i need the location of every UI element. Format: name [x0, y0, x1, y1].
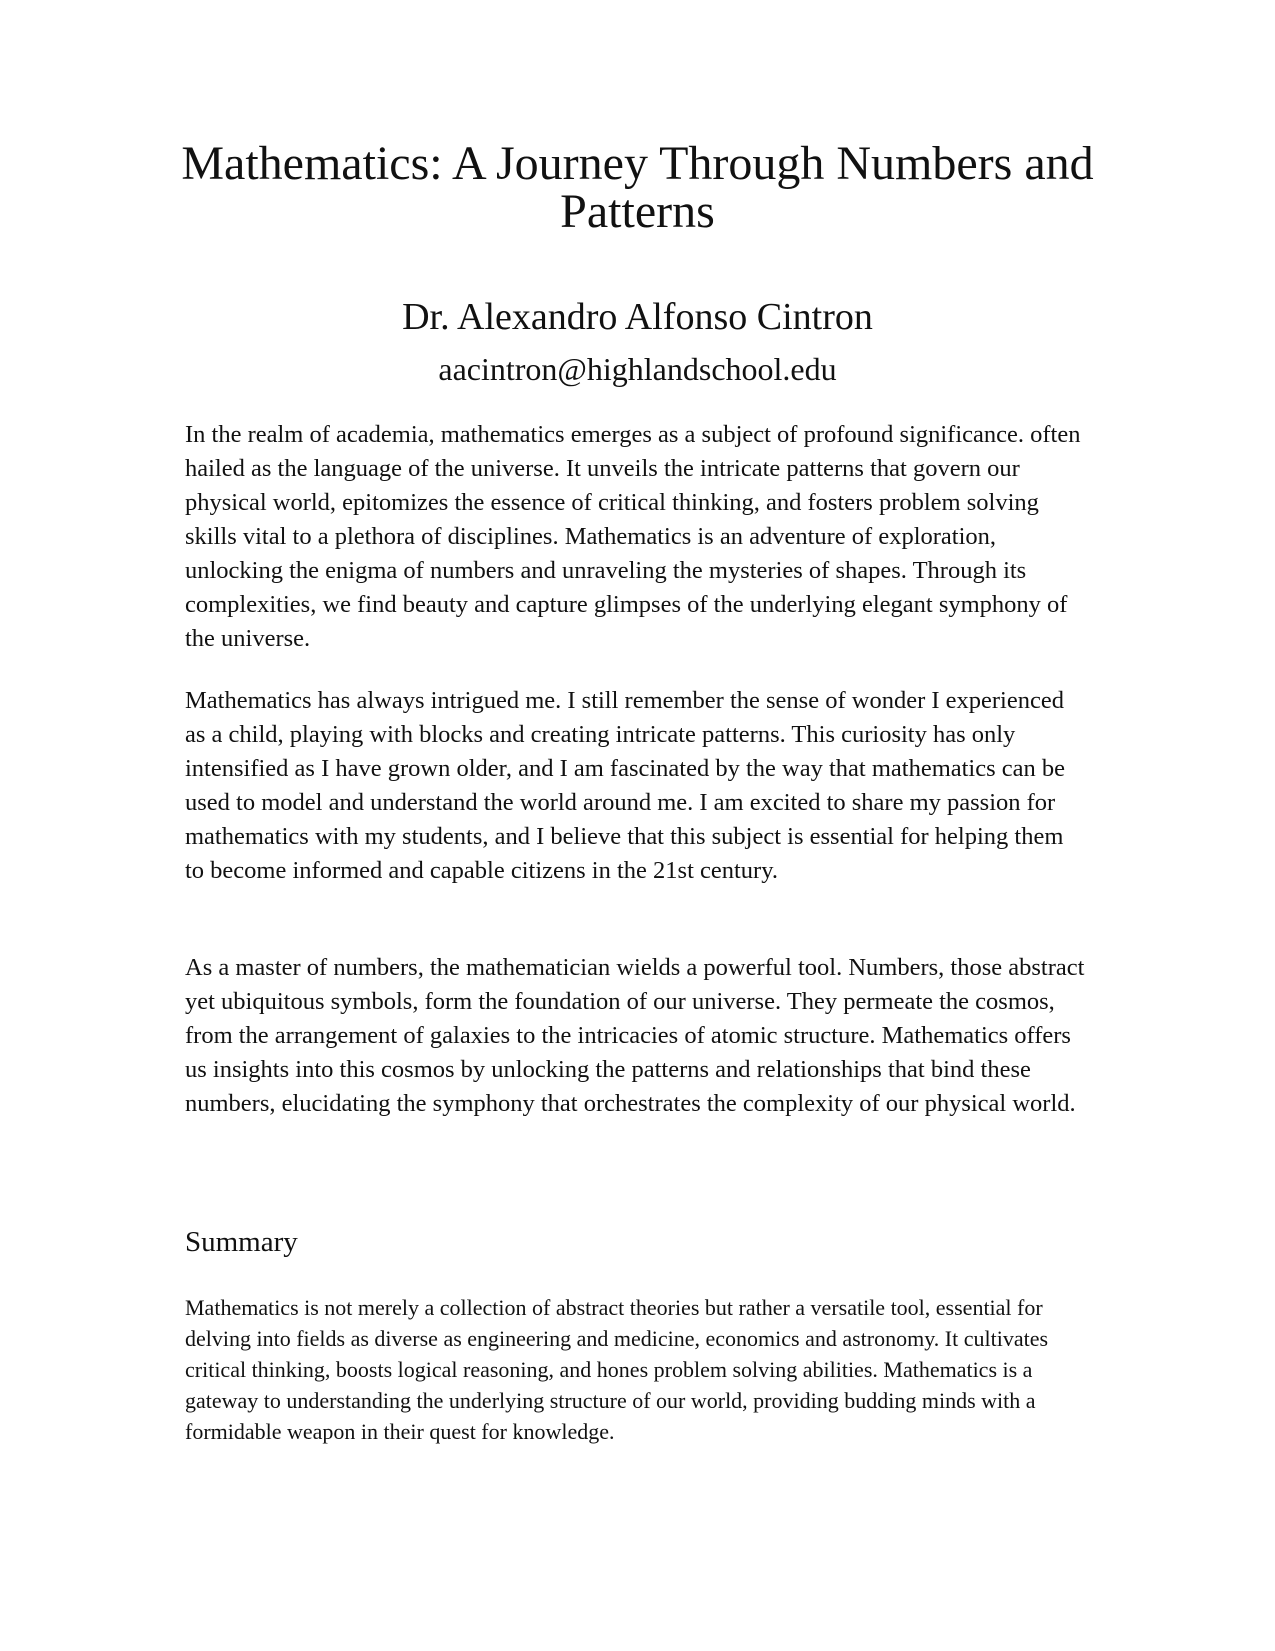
summary-heading: Summary	[185, 1226, 298, 1258]
body-paragraph-1: In the realm of academia, mathematics emerges as a subject of profound significance. often hailed as the language of the universe. It unveils the intricate patterns that govern our physical world, epitomizes the essence of critical thinking, and fosters problem solving skills vital to a plethora of disciplines. Mathematics is an adventure of exploration, unlocking the enigma of numbers and unraveling the mysteries of shapes. Through its complexities, we find beauty and capture glimpses of the underlying elegant symphony of the universe.	[185, 421, 1081, 652]
summary-paragraph: Mathematics is not merely a collection of abstract theories but rather a versatile tool, essential for delving into fields as diverse as engineering and medicine, economics and astronomy. It cultivates critical thinking, boosts logical reasoning, and hones problem solving abilities. Mathematics is a gateway to understanding the underlying structure of our world, providing budding minds with a formidable weapon in their quest for knowledge.	[185, 1295, 1049, 1444]
body-paragraph-3: As a master of numbers, the mathematician wields a powerful tool. Numbers, those abstract yet ubiquitous symbols, form the foundation of our universe. They permeate the cosmos, from the arrangement of galaxies to the intricacies of atomic structure. Mathematics offers us insights into this cosmos by unlocking the patterns and relationships that bind these numbers, elucidating the symphony that orchestrates the complexity of our physical world.	[185, 954, 1085, 1117]
author-name: Dr. Alexandro Alfonso Cintron	[402, 296, 873, 338]
author-email: aacintron@highlandschool.edu	[438, 351, 837, 387]
document-title: Mathematics: A Journey Through Numbers and Patterns	[181, 137, 1094, 238]
body-paragraph-2: Mathematics has always intrigued me. I still remember the sense of wonder I experienced as a child, playing with blocks and creating intricate patterns. This curiosity has only intensified as I have grown older, and I am fascinated by the way that mathematics can be used to model and understand the world around me. I am excited to share my passion for mathematics with my students, and I believe that this subject is essential for helping them to become informed and capable citizens in the 21st century.	[185, 687, 1066, 884]
